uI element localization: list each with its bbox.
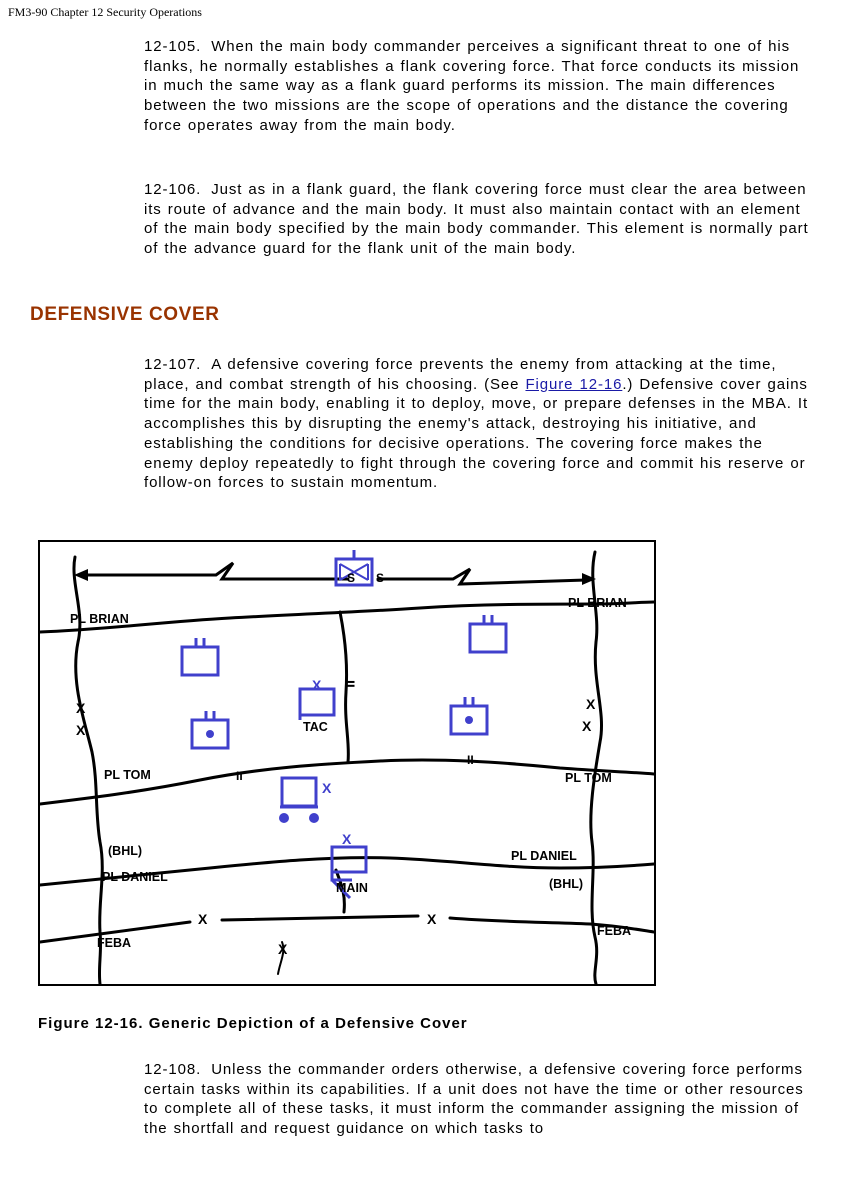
- left-boundary-echelon-2: X: [76, 722, 86, 738]
- label-pl-tom-left: PL TOM: [104, 768, 151, 782]
- unit-symbol-dots: [206, 716, 473, 823]
- left-boundary-echelon-1: X: [76, 700, 86, 716]
- paragraph-12-106: [144, 180, 816, 259]
- paragraph-12-105: [144, 37, 816, 136]
- feba-echelon-1: X: [198, 911, 208, 927]
- paragraph-text: When the main body commander perceives a significant threat to one of his flanks, he normally establishes a flank covering force. That force conducts its mission in much the same way as a flank guard performs its mission. The main differences between the two missions are the scope of operations and the distance the covering force operates away from the main body.: [144, 38, 800, 134]
- tac-cp-symbol: [300, 689, 334, 720]
- section-heading: DEFENSIVE COVER: [30, 304, 220, 325]
- screen-line: [84, 563, 348, 579]
- right-boundary-echelon-2: X: [582, 718, 592, 734]
- pl-tom-echelon-2: II: [467, 753, 474, 767]
- pl-tom-echelon-1: II: [236, 769, 243, 783]
- figure-caption: Figure 12-16. Generic Depiction of a Defensive Cover: [38, 1015, 468, 1032]
- paragraph-text: Unless the commander orders otherwise, a defensive covering force performs certain tasks within its capabilities. If a unit does not have the time or other resources to complete all of these tasks, it must inform the commander assigning the mission of the shortfall and request guidance on which tasks to: [144, 1061, 804, 1138]
- paragraph-number: 12-105.: [144, 38, 202, 55]
- right-boundary-echelon-1: X: [586, 696, 596, 712]
- company-symbol-1: [182, 647, 218, 675]
- aviation-symbol: [282, 778, 316, 806]
- feba-echelon-3: X: [278, 941, 288, 957]
- figure-defensive-cover: [38, 540, 656, 986]
- running-header: FM3-90 Chapter 12 Security Operations: [8, 5, 202, 19]
- screen-mark-right: S: [376, 571, 385, 585]
- paragraph-text: Just as in a flank guard, the flank covering force must clear the area between its route of advance and the main body. It must also maintain contact with an element of the main body specified by the main body commander. This element is normally part of the advance guard for the flank unit of the main body.: [144, 181, 809, 258]
- internal-boundary-echelon: II: [342, 680, 358, 688]
- label-feba-right: FEBA: [597, 924, 632, 938]
- pl-brian: [40, 602, 654, 632]
- screen-mark-left: S: [347, 571, 356, 585]
- label-bhl-right: (BHL): [549, 877, 584, 891]
- paragraph-12-107: [144, 355, 816, 493]
- paragraph-number: 12-108.: [144, 1061, 202, 1078]
- paragraph-text-after: .) Defensive cover gains time for the main body, enabling it to deploy, move, or prepare defenses in the MBA. It accomplishes this by disrupting the enemy's attack, destroying his initiative, and establishing the conditions for decisive operations. The covering force makes the enemy deploy repeatedly to fight through the covering force and commit his reserve or follow-on forces to sustain momentum.: [144, 375, 809, 492]
- feba-echelon-2: X: [427, 911, 437, 927]
- feba: [40, 916, 654, 942]
- screen-line-right: [378, 569, 586, 584]
- label-pl-brian-left: PL BRIAN: [70, 612, 129, 626]
- right-boundary: [591, 552, 602, 984]
- label-feba-left: FEBA: [97, 936, 132, 950]
- main-echelon: X: [342, 831, 352, 847]
- label-pl-tom-right: PL TOM: [565, 771, 612, 785]
- tactical-diagram: [40, 542, 654, 984]
- label-bhl-left: (BHL): [108, 844, 143, 858]
- label-pl-daniel-right: PL DANIEL: [511, 849, 577, 863]
- paragraph-text-before: A defensive covering force prevents the enemy from attacking at the time, place, and combat strength of his choosing. (See: [144, 356, 777, 393]
- aviation-echelon: X: [322, 780, 332, 796]
- label-pl-brian-right: PL BRIAN: [568, 596, 627, 610]
- label-main: MAIN: [336, 881, 368, 895]
- paragraph-number: 12-106.: [144, 181, 202, 198]
- figure-link[interactable]: Figure 12-16: [525, 375, 623, 393]
- company-symbol-2: [470, 624, 506, 652]
- label-pl-daniel-left: PL DANIEL: [102, 870, 168, 884]
- tac-echelon: X: [312, 677, 322, 693]
- label-tac: TAC: [303, 720, 328, 734]
- paragraph-number: 12-107.: [144, 356, 202, 373]
- paragraph-12-108: [144, 1060, 816, 1139]
